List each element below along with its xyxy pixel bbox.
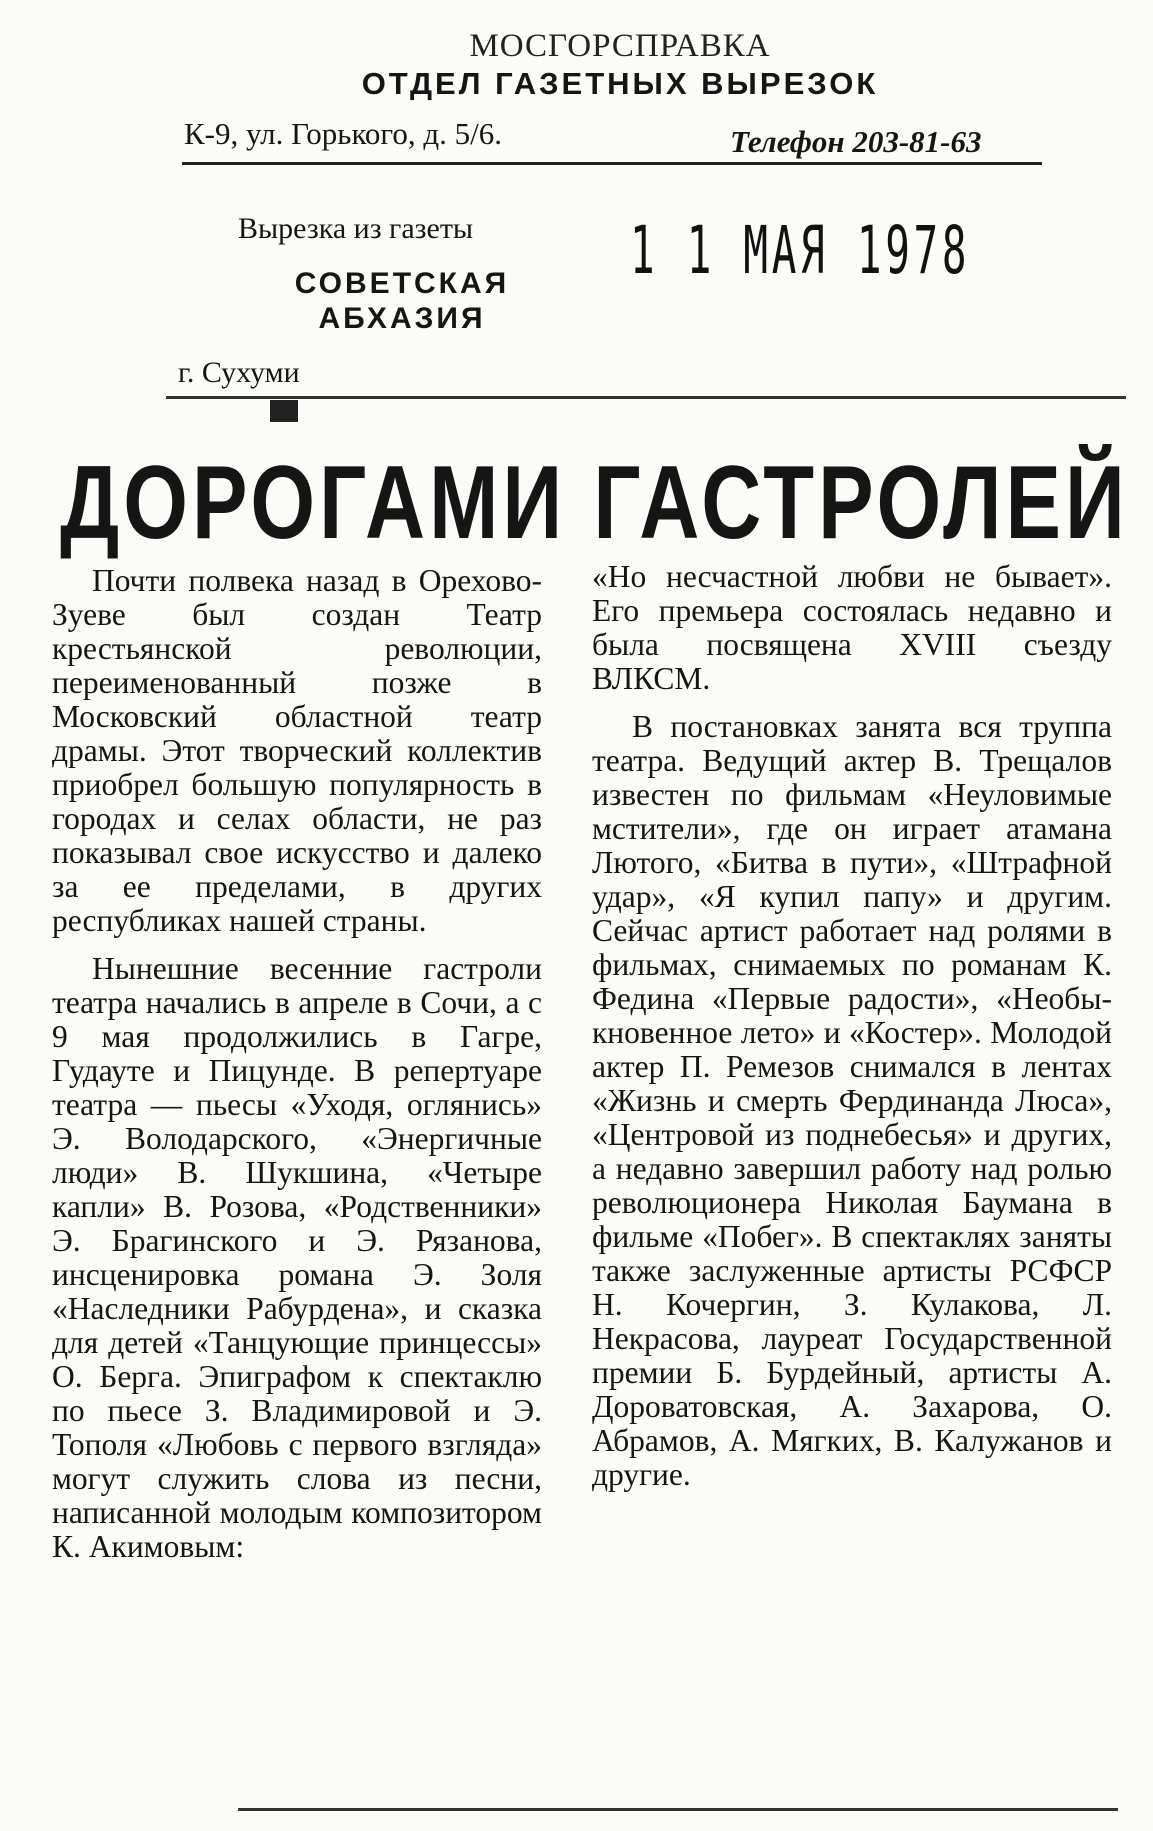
newspaper-city: г. Сухуми [178,356,300,389]
source-divider [166,396,1126,399]
agency-phone: Телефон 203-81-63 [730,124,982,159]
agency-name: МОСГОРСПРАВКА [469,28,771,64]
article-paragraph-1: Почти полвека назад в Орехово-Зуеве был создан Театр крестьянской революции, переименованный позже в Московский областной театр драмы. Этот творческий коллектив приобрел большую популярность в городах и селах области, не раз показывал свое искусство и далеко за ее пределами, в других республиках нашей страны. [52,563,542,938]
header-divider [182,162,1042,165]
article-headline: ДОРОГАМИ ГАСТРОЛЕЙ [60,445,1129,561]
article-column-right [592,560,1112,1506]
ink-mark [270,400,298,422]
newspaper-name: СОВЕТСКАЯ АБХАЗИЯ [294,267,510,335]
agency-address: К-9, ул. Горького, д. 5/6. [184,116,503,151]
bottom-divider [238,1808,1118,1811]
department-name: ОТДЕЛ ГАЗЕТНЫХ ВЫРЕЗОК [361,66,879,101]
article-paragraph-3: «Но несчастной любви не бывает». Его премьера состоялась недавно и была посвящена XVIII съезду ВЛКСМ. [592,559,1112,696]
date-stamp: 1 1 МАЯ 1978 [630,212,971,289]
clipping-label: Вырезка из газеты [238,212,474,245]
article-column-left [52,564,542,1578]
article-paragraph-2: Нынешние весенние гастроли театра начались в апреле в Сочи, а с 9 мая продолжились в Гагре, Гудауте и Пицунде. В репертуаре театра — пьесы «Уходя, оглянись» Э. Володарского, «Энергичные люди» В. Шукшина, «Четыре капли» В. Розова, «Родственники» Э. Брагинского и Э. Рязанова, инсценировка романа Э. Золя «Наследники Рабурдена», и сказка для детей «Танцующие принцессы» О. Берга. Эпиграфом к спектаклю по пьесе З. Владимировой и Э. Тополя «Любовь с первого взгляда» могут служить слова из песни, написанной молодым композитором К. Акимовым: [52,951,542,1564]
article-paragraph-4: В постановках занята вся труппа театра. Ведущий актер В. Трещалов известен по фильмам «Неуловимые мстители», где он играет атамана Лютого, «Битва в пути», «Штрафной удар», «Я купил папу» и другим. Сейчас артист работает над ролями в фильмах, снимаемых по романам К. Федина «Первые радости», «Необыкновенное лето» и «Костер». Молодой актер П. Ремезов снимался в лентах «Жизнь и смерть Фердинанда Люса», «Центровой из поднебесья» и других, а недавно завершил работу над ролью революционера Николая Баумана в фильме «Побег». В спектаклях заняты также заслуженные артисты РСФСР Н. Кочергин, З. Кулакова, Л. Некрасова, лауреат Государственной премии Б. Бурдейный, артисты А. Дороватовская, А. Захарова, О. Абрамов, А. Мягких, В. Калужанов и другие. [592,709,1112,1492]
